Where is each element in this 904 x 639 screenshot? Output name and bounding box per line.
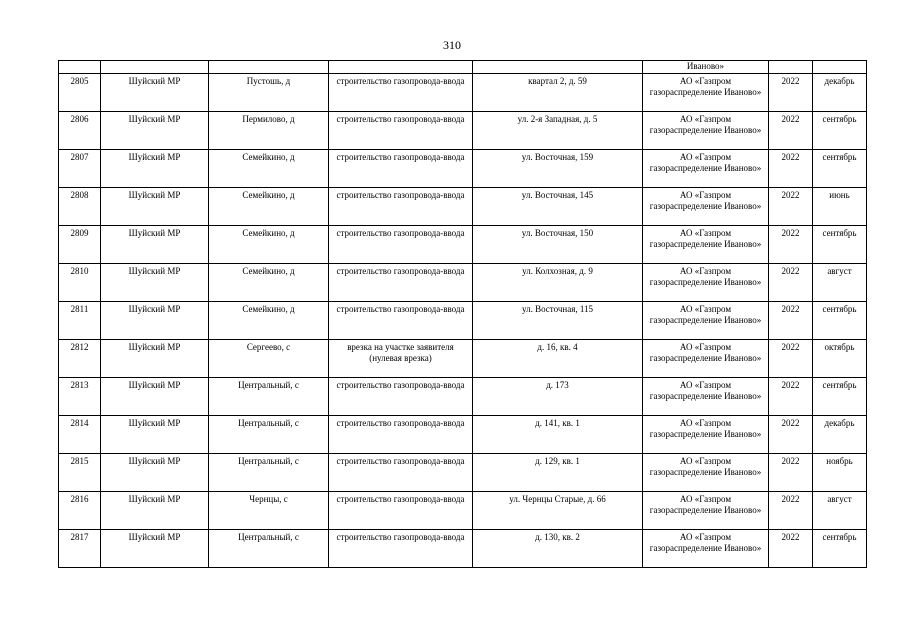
cell-year: 2022: [769, 340, 813, 378]
cell-year: 2022: [769, 226, 813, 264]
cell-work: строительство газопровода-ввода: [329, 150, 473, 188]
cell-work: строительство газопровода-ввода: [329, 454, 473, 492]
cell-num: 2814: [59, 416, 101, 454]
cell-year: 2022: [769, 150, 813, 188]
cell-district: [101, 61, 209, 74]
cell-year: 2022: [769, 188, 813, 226]
cell-num: 2808: [59, 188, 101, 226]
cell-num: 2812: [59, 340, 101, 378]
table-row: [59, 492, 867, 530]
cell-month: август: [813, 492, 867, 530]
cell-num: 2806: [59, 112, 101, 150]
cell-address: ул. Чернцы Старые, д. 66: [473, 492, 643, 530]
cell-work: строительство газопровода-ввода: [329, 188, 473, 226]
cell-month: сентябрь: [813, 150, 867, 188]
table-row: [59, 530, 867, 568]
cell-settlement: Семейкино, д: [209, 302, 329, 340]
cell-settlement: Сергеево, с: [209, 340, 329, 378]
cell-year: 2022: [769, 112, 813, 150]
cell-settlement: Центральный, с: [209, 378, 329, 416]
cell-num: 2816: [59, 492, 101, 530]
cell-district: Шуйский МР: [101, 378, 209, 416]
cell-num: 2817: [59, 530, 101, 568]
cell-settlement: [209, 61, 329, 74]
cell-work: [329, 61, 473, 74]
cell-month: сентябрь: [813, 112, 867, 150]
table-row: [59, 74, 867, 112]
cell-district: Шуйский МР: [101, 74, 209, 112]
cell-month: [813, 61, 867, 74]
table-row: [59, 226, 867, 264]
cell-district: Шуйский МР: [101, 264, 209, 302]
cell-year: [769, 61, 813, 74]
cell-operator: АО «Газпром газораспределение Иваново»: [643, 74, 769, 112]
cell-month: сентябрь: [813, 530, 867, 568]
cell-num: 2805: [59, 74, 101, 112]
cell-work: строительство газопровода-ввода: [329, 416, 473, 454]
cell-district: Шуйский МР: [101, 112, 209, 150]
cell-operator: АО «Газпром газораспределение Иваново»: [643, 150, 769, 188]
cell-num: 2815: [59, 454, 101, 492]
cell-operator: АО «Газпром газораспределение Иваново»: [643, 264, 769, 302]
cell-address: ул. Восточная, 115: [473, 302, 643, 340]
cell-address: ул. Восточная, 150: [473, 226, 643, 264]
cell-month: сентябрь: [813, 226, 867, 264]
gas-connection-table: [58, 60, 867, 568]
cell-month: август: [813, 264, 867, 302]
cell-work: строительство газопровода-ввода: [329, 302, 473, 340]
table-row: [59, 112, 867, 150]
table-row: [59, 454, 867, 492]
cell-work: врезка на участке заявителя (нулевая врезка): [329, 340, 473, 378]
cell-operator: АО «Газпром газораспределение Иваново»: [643, 492, 769, 530]
continuation-row: [59, 61, 867, 74]
cell-settlement: Пермилово, д: [209, 112, 329, 150]
cell-district: Шуйский МР: [101, 226, 209, 264]
cell-num: 2807: [59, 150, 101, 188]
cell-operator: Иваново»: [643, 61, 769, 74]
cell-address: д. 173: [473, 378, 643, 416]
cell-operator: АО «Газпром газораспределение Иваново»: [643, 188, 769, 226]
cell-work: строительство газопровода-ввода: [329, 226, 473, 264]
cell-district: Шуйский МР: [101, 454, 209, 492]
cell-settlement: Семейкино, д: [209, 188, 329, 226]
cell-operator: АО «Газпром газораспределение Иваново»: [643, 416, 769, 454]
cell-year: 2022: [769, 530, 813, 568]
cell-address: д. 141, кв. 1: [473, 416, 643, 454]
cell-district: Шуйский МР: [101, 416, 209, 454]
cell-address: ул. Восточная, 145: [473, 188, 643, 226]
cell-month: сентябрь: [813, 302, 867, 340]
cell-month: декабрь: [813, 416, 867, 454]
table-row: [59, 416, 867, 454]
cell-month: октябрь: [813, 340, 867, 378]
cell-district: Шуйский МР: [101, 340, 209, 378]
cell-settlement: Чернцы, с: [209, 492, 329, 530]
cell-month: июнь: [813, 188, 867, 226]
cell-address: д. 16, кв. 4: [473, 340, 643, 378]
page-number: 310: [443, 38, 461, 52]
cell-address: д. 130, кв. 2: [473, 530, 643, 568]
table-row: [59, 378, 867, 416]
cell-address: [473, 61, 643, 74]
cell-operator: АО «Газпром газораспределение Иваново»: [643, 112, 769, 150]
cell-work: строительство газопровода-ввода: [329, 530, 473, 568]
cell-year: 2022: [769, 378, 813, 416]
table-row: [59, 150, 867, 188]
cell-operator: АО «Газпром газораспределение Иваново»: [643, 454, 769, 492]
cell-address: ул. Восточная, 159: [473, 150, 643, 188]
cell-address: ул. Колхозная, д. 9: [473, 264, 643, 302]
table-row: [59, 264, 867, 302]
cell-year: 2022: [769, 302, 813, 340]
cell-operator: АО «Газпром газораспределение Иваново»: [643, 302, 769, 340]
cell-settlement: Семейкино, д: [209, 150, 329, 188]
cell-settlement: Семейкино, д: [209, 226, 329, 264]
cell-settlement: Центральный, с: [209, 416, 329, 454]
cell-num: 2813: [59, 378, 101, 416]
cell-settlement: Центральный, с: [209, 454, 329, 492]
cell-work: строительство газопровода-ввода: [329, 112, 473, 150]
cell-work: строительство газопровода-ввода: [329, 74, 473, 112]
table-row: [59, 302, 867, 340]
table-row: [59, 188, 867, 226]
cell-district: Шуйский МР: [101, 150, 209, 188]
cell-num: 2809: [59, 226, 101, 264]
cell-year: 2022: [769, 264, 813, 302]
cell-work: строительство газопровода-ввода: [329, 264, 473, 302]
cell-num: [59, 61, 101, 74]
cell-year: 2022: [769, 74, 813, 112]
cell-month: декабрь: [813, 74, 867, 112]
table-row: [59, 340, 867, 378]
cell-operator: АО «Газпром газораспределение Иваново»: [643, 340, 769, 378]
cell-year: 2022: [769, 492, 813, 530]
cell-operator: АО «Газпром газораспределение Иваново»: [643, 226, 769, 264]
cell-work: строительство газопровода-ввода: [329, 492, 473, 530]
cell-settlement: Пустошь, д: [209, 74, 329, 112]
cell-address: квартал 2, д. 59: [473, 74, 643, 112]
cell-operator: АО «Газпром газораспределение Иваново»: [643, 378, 769, 416]
cell-settlement: Семейкино, д: [209, 264, 329, 302]
cell-address: д. 129, кв. 1: [473, 454, 643, 492]
cell-num: 2810: [59, 264, 101, 302]
cell-district: Шуйский МР: [101, 302, 209, 340]
cell-work: строительство газопровода-ввода: [329, 378, 473, 416]
cell-district: Шуйский МР: [101, 530, 209, 568]
cell-operator: АО «Газпром газораспределение Иваново»: [643, 530, 769, 568]
cell-month: ноябрь: [813, 454, 867, 492]
cell-district: Шуйский МР: [101, 188, 209, 226]
cell-num: 2811: [59, 302, 101, 340]
cell-month: сентябрь: [813, 378, 867, 416]
cell-address: ул. 2-я Западная, д. 5: [473, 112, 643, 150]
cell-year: 2022: [769, 416, 813, 454]
cell-year: 2022: [769, 454, 813, 492]
cell-settlement: Центральный, с: [209, 530, 329, 568]
cell-district: Шуйский МР: [101, 492, 209, 530]
